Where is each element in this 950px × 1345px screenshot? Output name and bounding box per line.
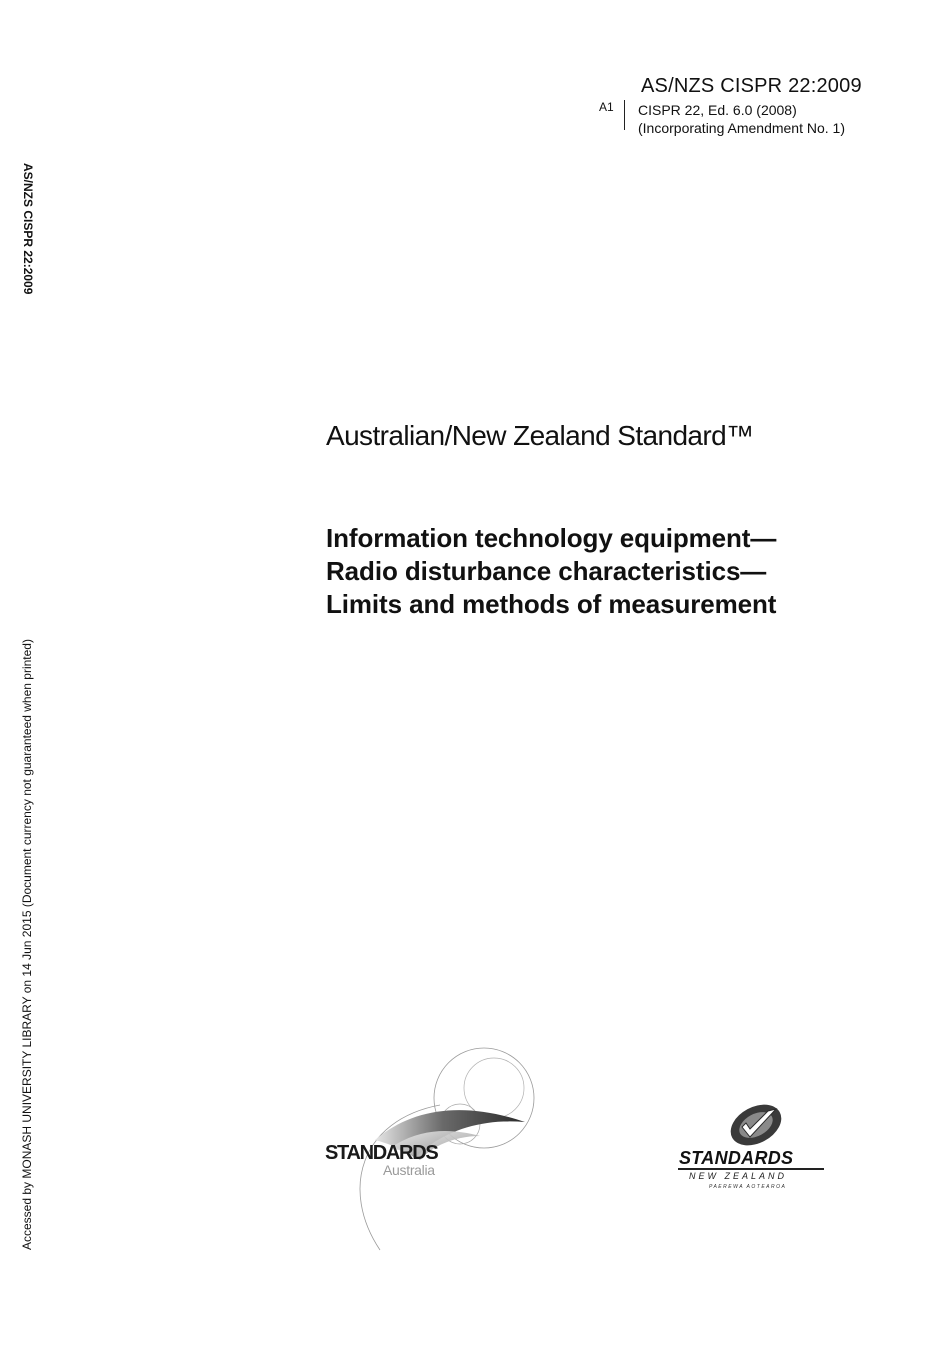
standards-new-zealand-emblem-icon [676,1103,828,1149]
edition-line: CISPR 22, Ed. 6.0 (2008) [638,102,797,118]
standard-number: AS/NZS CISPR 22:2009 [641,75,862,97]
title-line-3: Limits and methods of measurement [326,589,777,619]
title-line-2: Radio disturbance characteristics— [326,556,767,586]
standards-australia-subtitle: Australia [383,1162,435,1178]
standards-new-zealand-subtitle: NEW ZEALAND [689,1171,788,1181]
standards-new-zealand-logo [676,1103,828,1195]
title-line-1: Information technology equipment— [326,523,777,553]
amendment-marker: A1 [599,100,614,114]
document-title [326,522,776,621]
standards-australia-logo [320,1040,540,1252]
amendment-note: (Incorporating Amendment No. 1) [638,120,845,136]
access-note: Accessed by MONASH UNIVERSITY LIBRARY on 14 Jun 2015 (Document currency not guaranteed when printed) [20,639,34,1250]
amendment-bar [624,100,625,130]
standard-type-heading: Australian/New Zealand Standard™ [326,420,754,451]
standards-australia-wordmark: STANDARDS [325,1142,438,1164]
logo-divider [678,1168,824,1170]
standards-new-zealand-wordmark: STANDARDS [679,1148,794,1168]
spine-standard-number: AS/NZS CISPR 22:2009 [21,163,35,295]
standards-new-zealand-maori-subtitle: PAEREWA AOTEAROA [709,1184,787,1190]
